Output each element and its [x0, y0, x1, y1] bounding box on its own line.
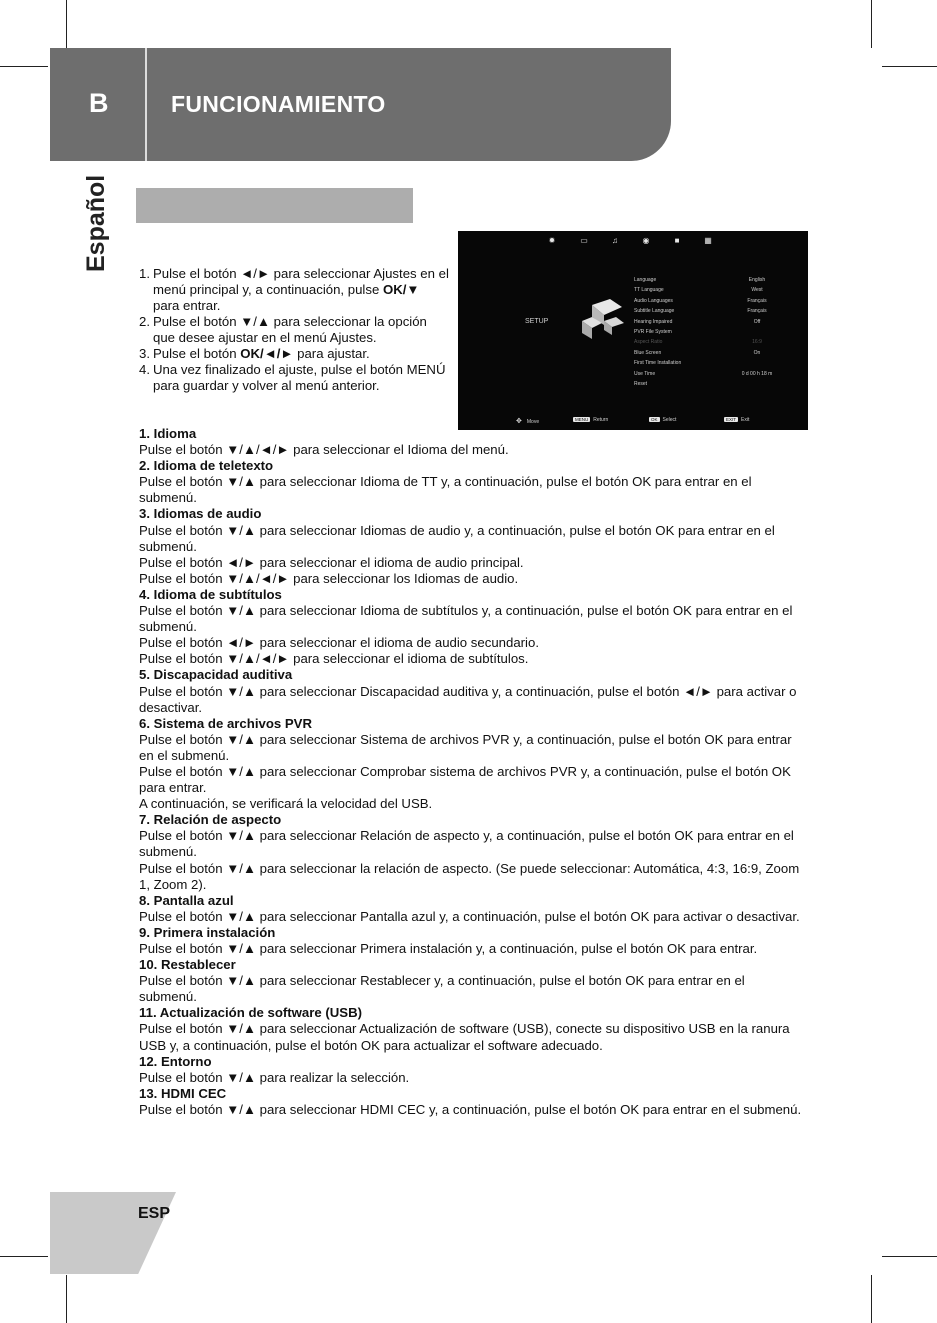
menu-row-label: Reset — [634, 381, 648, 387]
paragraph: Pulse el botón ▼/▲ para seleccionar Actualización de software (USB), conecte su dispositivo USB en la ranura USB y, a continuación, pulse el botón OK para actualizar el software adecuado. — [139, 1021, 790, 1053]
paragraph: Pulse el botón ▼/▲ para seleccionar Comprobar sistema de archivos PVR y, a continuación, pulse el botón OK para entrar. — [139, 763, 791, 796]
menu-row-label: Aspect Ratio — [634, 339, 663, 346]
setup-boxes-icon — [576, 297, 626, 343]
menu-row-label: Use Time — [634, 370, 656, 377]
paragraph: Pulse el botón ▼/▲ para seleccionar Restablecer y, a continuación, pulse el botón OK para entrar en el submenú. — [139, 973, 745, 1005]
paragraph: Pulse el botón ▼/▲ para seleccionar Primera instalación y, a continuación, pulse el botón OK para entrar. — [139, 941, 758, 956]
menu-row — [634, 381, 784, 391]
menu-row-label: Hearing Impaired — [634, 318, 673, 325]
step-item — [139, 346, 449, 362]
paragraph: Pulse el botón ◄/► para seleccionar el idioma de audio secundario. — [139, 635, 539, 651]
menu-row-label: TT Language — [634, 287, 664, 294]
paragraph: Pulse el botón ▼/▲ para seleccionar la relación de aspecto. (Se puede seleccionar: Automática, 4:3, 16:9, Zoom 1, Zoom 2). — [139, 860, 800, 892]
menu-row — [634, 298, 784, 308]
step-text: Pulse el botón — [153, 346, 241, 361]
language-side-label: Español — [82, 174, 110, 272]
section-heading: 10. Restablecer — [139, 957, 236, 973]
menu-hint — [514, 417, 539, 425]
section-heading: 9. Primera instalación — [139, 924, 276, 940]
grid-icon: ▦ — [704, 236, 712, 245]
step-number: 3. — [139, 346, 150, 361]
menu-key-badge: OK — [651, 417, 658, 422]
step-text: Pulse el botón ▼/▲ para seleccionar la opción que desee ajustar en el menú Ajustes. — [153, 314, 427, 345]
instructions-body — [139, 426, 804, 1118]
menu-hint — [573, 417, 608, 423]
menu-row — [634, 360, 784, 370]
page-title: FUNCIONAMIENTO — [171, 91, 386, 117]
crop-mark — [871, 0, 872, 48]
menu-hint-label: Move — [526, 419, 540, 425]
step-number: 1. — [139, 266, 150, 281]
crop-mark — [871, 1275, 872, 1323]
menu-hint — [649, 417, 676, 423]
menu-row-value: 16:9 — [752, 339, 762, 346]
section-heading: 4. Idioma de subtítulos — [139, 586, 282, 602]
paragraph: Pulse el botón ▼/▲/◄/► para seleccionar el Idioma del menú. — [139, 442, 509, 458]
lock-icon: ■ — [674, 236, 680, 245]
menu-row — [634, 287, 784, 297]
menu-row — [634, 339, 784, 349]
paragraph: Pulse el botón ▼/▲ para seleccionar Pantalla azul y, a continuación, pulse el botón OK para activar o desactivar. — [139, 908, 800, 924]
paragraph: Pulse el botón ◄/► para seleccionar el idioma de audio principal. — [139, 554, 524, 570]
menu-row-value: Français — [747, 297, 767, 304]
paragraph: Pulse el botón ▼/▲ para seleccionar Discapacidad auditiva y, a continuación, pulse el botón ◄/► para activar o desactivar. — [139, 683, 797, 715]
steps-list — [139, 266, 449, 394]
paragraph: Pulse el botón ▼/▲/◄/► para seleccionar los Idiomas de audio. — [139, 570, 519, 586]
menu-hint-label: Select — [662, 417, 677, 423]
paragraph: Pulse el botón ▼/▲ para seleccionar Idioma de TT y, a continuación, pulse el botón OK para entrar en el submenú. — [139, 474, 752, 506]
crop-mark — [0, 1256, 48, 1257]
menu-row-value: English — [748, 277, 766, 283]
music-icon: ♫ — [612, 236, 618, 245]
section-heading: 13. HDMI CEC — [139, 1085, 227, 1101]
paragraph: Pulse el botón ▼/▲ para realizar la selección. — [139, 1069, 410, 1085]
paragraph: Pulse el botón ▼/▲ para seleccionar Idioma de subtítulos y, a continuación, pulse el botón OK para entrar en el submenú. — [139, 603, 793, 635]
menu-row-label: Language — [634, 277, 657, 283]
step-text: para ajustar. — [293, 346, 370, 361]
step-item — [139, 314, 449, 346]
menu-hint — [724, 417, 749, 423]
tv-setup-menu-screenshot — [458, 231, 808, 430]
menu-row-value: 0 d 00 h 18 m — [741, 370, 773, 377]
chapter-letter: B — [89, 88, 109, 118]
menu-row — [634, 277, 784, 287]
menu-row-label: PVR File System — [634, 329, 672, 335]
crop-mark — [882, 66, 937, 67]
menu-row-label: Audio Languages — [634, 297, 673, 304]
menu-row-value: On — [753, 349, 761, 356]
section-heading: 1. Idioma — [139, 426, 197, 441]
paragraph: A continuación, se verificará la velocidad del USB. — [139, 796, 433, 812]
menu-hint-label: Return — [593, 417, 609, 423]
step-item — [139, 266, 449, 314]
menu-key-badge: ✥ — [516, 418, 522, 425]
paragraph: Pulse el botón ▼/▲ para seleccionar Idiomas de audio y, a continuación, pulse el botón OK para entrar en el submenú. — [139, 522, 775, 554]
menu-hint-label: Exit — [741, 417, 750, 423]
paragraph: Pulse el botón ▼/▲ para seleccionar Relación de aspecto y, a continuación, pulse el botón OK para entrar en el submenú. — [139, 828, 794, 860]
menu-row-value: Français — [747, 308, 767, 315]
section-heading-bar — [136, 188, 413, 223]
step-text: Pulse el botón ◄/► para seleccionar Ajustes en el menú principal y, a continuación, pulse — [153, 266, 449, 297]
menu-row — [634, 350, 784, 360]
section-heading: 5. Discapacidad auditiva — [139, 667, 293, 683]
clock-icon: ◉ — [642, 236, 650, 245]
step-text: OK/◄/► — [240, 346, 294, 361]
paragraph: Pulse el botón ▼/▲ para seleccionar HDMI CEC y, a continuación, pulse el botón OK para entrar en el submenú. — [139, 1101, 802, 1117]
menu-row — [634, 319, 784, 329]
menu-row-label: First Time Installation — [634, 360, 682, 367]
paragraph: Pulse el botón ▼/▲ para seleccionar Sistema de archivos PVR y, a continuación, pulse el botón OK para entrar en el submenú. — [139, 731, 792, 763]
section-heading: 6. Sistema de archivos PVR — [139, 715, 312, 731]
step-text: OK/▼ — [382, 282, 420, 297]
menu-row-label: Blue Screen — [634, 349, 662, 356]
menu-row-label: Subtitle Language — [634, 308, 675, 315]
paragraph: Pulse el botón ▼/▲/◄/► para seleccionar el idioma de subtítulos. — [139, 651, 529, 667]
menu-row — [634, 329, 784, 339]
menu-row-value: West — [751, 287, 763, 294]
section-heading: 11. Actualización de software (USB) — [139, 1005, 363, 1021]
section-heading: 3. Idiomas de audio — [139, 506, 262, 522]
header-divider — [145, 48, 147, 161]
menu-row — [634, 371, 784, 381]
crop-mark — [66, 1275, 67, 1323]
step-number: 2. — [139, 314, 150, 329]
step-text: Una vez finalizado el ajuste, pulse el botón MENÚ para guardar y volver al menú anterior. — [153, 362, 446, 393]
gear-icon: ✹ — [548, 236, 556, 245]
menu-section-label: SETUP — [525, 318, 549, 325]
section-heading: 12. Entorno — [139, 1053, 212, 1069]
monitor-icon: ▭ — [580, 236, 588, 245]
section-heading: 2. Idioma de teletexto — [139, 458, 274, 474]
step-item — [139, 362, 449, 394]
menu-row-value: Off — [753, 318, 761, 325]
menu-key-badge: MENU — [575, 417, 589, 422]
step-text: para entrar. — [153, 298, 221, 313]
step-number: 4. — [139, 362, 150, 377]
crop-mark — [882, 1256, 937, 1257]
crop-mark — [66, 0, 67, 48]
section-heading: 8. Pantalla azul — [139, 892, 234, 908]
section-heading: 7. Relación de aspecto — [139, 812, 282, 828]
menu-key-badge: EXIT — [726, 417, 737, 422]
footer-language-label: ESP — [138, 1205, 171, 1222]
crop-mark — [0, 66, 48, 67]
menu-row — [634, 308, 784, 318]
